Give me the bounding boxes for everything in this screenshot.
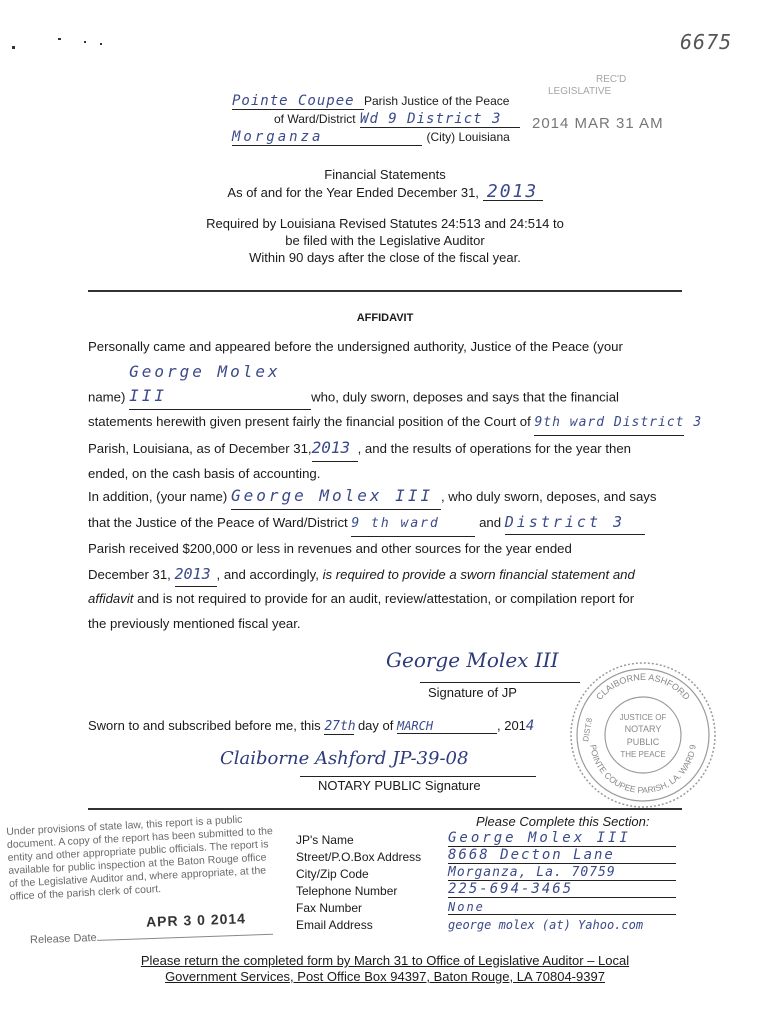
footer-line-2: Government Services, Post Office Box 94397, Baton Rouge, LA 70804-9397: [165, 969, 605, 984]
title-line-2: As of and for the Year Ended December 31, 2013: [170, 183, 600, 201]
stamp-date: 2014 MAR 31 AM: [532, 115, 664, 132]
p1-line-1: Personally came and appeared before the undersigned authority, Justice of the Peace (your: [88, 339, 623, 354]
sworn-year-handwritten: 4: [525, 718, 535, 734]
jp-signature-handwritten: George Molex III: [386, 648, 559, 672]
field-label: JP's Name: [296, 833, 354, 847]
field-row-email: [296, 915, 696, 932]
field-row-address: [296, 847, 696, 864]
field-value-email[interactable]: george molex (at) Yahoo.com: [448, 918, 644, 932]
seal-inner-2: NOTARY: [624, 724, 662, 734]
p2-district-handwritten: District 3: [505, 510, 645, 536]
p1-year-handwritten: 2013: [312, 436, 358, 462]
p1-court-handwritten: 9th ward District 3: [534, 411, 684, 437]
seal-left-text: DIST.8: [581, 717, 595, 743]
notary-seal: [568, 660, 718, 810]
p2-line-2: that the Justice of the Peace of Ward/District 9 th ward and District 3: [88, 510, 688, 538]
scan-speck: [100, 43, 102, 45]
field-value-telephone[interactable]: 225-694-3465: [448, 881, 676, 898]
requirement-line-3: Within 90 days after the close of the fiscal year.: [249, 250, 521, 265]
complete-section-heading: Please Complete this Section:: [476, 814, 650, 829]
jp-signature-label: Signature of JP: [428, 685, 517, 700]
notary-signature-handwritten: Claiborne Ashford JP-39-08: [220, 748, 469, 769]
p1-line-5: ended, on the cash basis of accounting.: [88, 465, 321, 481]
affidavit-paragraph-1: [88, 335, 703, 486]
seal-outer-bottom-text: POINTE COUPEE PARISH, LA. WARD 9: [588, 743, 698, 796]
title-line-1: Financial Statements: [324, 167, 446, 182]
release-date-label: Release Date: [30, 926, 273, 946]
svg-text:CLAIBORNE ASHFORD: [594, 672, 692, 702]
field-row-jp-name: [296, 830, 696, 847]
city-label: (City) Louisiana: [426, 130, 510, 144]
ward-line: [274, 110, 564, 128]
field-label: Fax Number: [296, 901, 363, 915]
release-date-stamp: APR 3 0 2014: [145, 910, 247, 930]
field-label: City/Zip Code: [296, 867, 369, 881]
divider-top: [88, 290, 682, 292]
seal-inner-3: PUBLIC: [626, 737, 660, 747]
p2-year-handwritten: 2013: [175, 562, 217, 588]
parish-label: Parish Justice of the Peace: [364, 94, 510, 108]
release-note: Under provisions of state law, this report is a public document. A copy of the report has been submitted to the entity and other appropriate public officials. The report is available for public inspection at the Baton Rouge office of the Legislative Auditor and, where appropriate, at the office of the parish clerk of court.: [6, 813, 274, 903]
p2-line-4: December 31, 2013 , and accordingly, is required to provide a sworn financial statement and: [88, 562, 688, 588]
received-stamp: [548, 74, 668, 98]
seal-outer-top-text: CLAIBORNE ASHFORD: [594, 672, 692, 702]
field-label: Email Address: [296, 918, 373, 932]
requirement-block: [150, 215, 620, 266]
notary-signature-line: [300, 776, 536, 777]
requirement-line-1: Required by Louisiana Revised Statutes 24:513 and 24:514 to: [206, 216, 564, 231]
affidavit-paragraph-2: [88, 484, 688, 636]
divider-bottom: [88, 808, 682, 810]
field-value-jp-name[interactable]: George Molex III: [448, 830, 676, 847]
affidavit-heading: AFFIDAVIT: [356, 312, 414, 324]
sworn-month-handwritten: MARCH: [397, 719, 497, 734]
scan-speck: [84, 41, 86, 43]
notary-signature-label: NOTARY PUBLIC Signature: [318, 778, 481, 793]
parish-handwritten: Pointe Coupee: [232, 93, 364, 110]
p2-line-6: the previously mentioned fiscal year.: [88, 615, 301, 631]
seal-inner-4: THE PEACE: [620, 750, 666, 759]
p2-ward-handwritten: 9 th ward: [351, 512, 475, 538]
p1-line-4: Parish, Louisiana, as of December 31,2013 , and the results of operations for the year then: [88, 436, 688, 462]
footer: [90, 953, 680, 985]
field-row-city-zip: [296, 864, 696, 881]
stamp-received-text: REC'D: [596, 74, 627, 85]
title-year-handwritten: 2013: [483, 183, 543, 201]
scan-speck: [58, 38, 61, 40]
field-row-fax: [296, 898, 696, 915]
p1-line-3: statements herewith given present fairly the financial position of the Court of 9th ward District 3: [88, 410, 688, 437]
p2-name-handwritten: George Molex III: [231, 484, 441, 510]
p1-name-handwritten: George Molex III: [129, 360, 311, 410]
city-line: [232, 128, 552, 146]
jp-signature-line: [420, 682, 580, 683]
stamp-legislative-text: LEGISLATIVE: [548, 86, 612, 97]
field-value-fax[interactable]: None: [448, 900, 676, 915]
requirement-line-2: be filed with the Legislative Auditor: [285, 233, 485, 248]
field-row-telephone: [296, 881, 696, 898]
p2-line-5: affidavit and is not required to provide for an audit, review/attestation, or compilation report for: [88, 591, 635, 606]
ward-label: of Ward/District: [274, 112, 356, 126]
sworn-day-handwritten: 27th: [324, 719, 356, 734]
p2-line-3: Parish received $200,000 or less in revenues and other sources for the year ended: [88, 541, 572, 556]
p1-line-2: name) George Molex III who, duly sworn, deposes and says that the financial: [88, 360, 688, 410]
complete-section-fields: [296, 830, 696, 932]
p2-line-1: In addition, (your name) George Molex III , who duly sworn, deposes, and says: [88, 484, 688, 510]
scan-speck: [12, 46, 15, 49]
field-label: Telephone Number: [296, 884, 398, 898]
document-number: 6675: [680, 30, 733, 54]
field-value-address[interactable]: 8668 Decton Lane: [448, 847, 676, 864]
parish-line: [232, 92, 552, 110]
title-block: [170, 166, 600, 201]
footer-line-1: Please return the completed form by March 31 to Office of Legislative Auditor – Local: [140, 953, 630, 968]
field-value-city-zip[interactable]: Morganza, La. 70759: [448, 865, 676, 881]
seal-inner-1: JUSTICE OF: [619, 713, 667, 722]
sworn-line: Sworn to and subscribed before me, this 27th day of MARCH , 2014: [88, 718, 535, 734]
city-handwritten: Morganza: [232, 129, 422, 146]
ward-handwritten: Wd 9 District 3: [360, 111, 520, 128]
field-label: Street/P.O.Box Address: [296, 850, 422, 864]
